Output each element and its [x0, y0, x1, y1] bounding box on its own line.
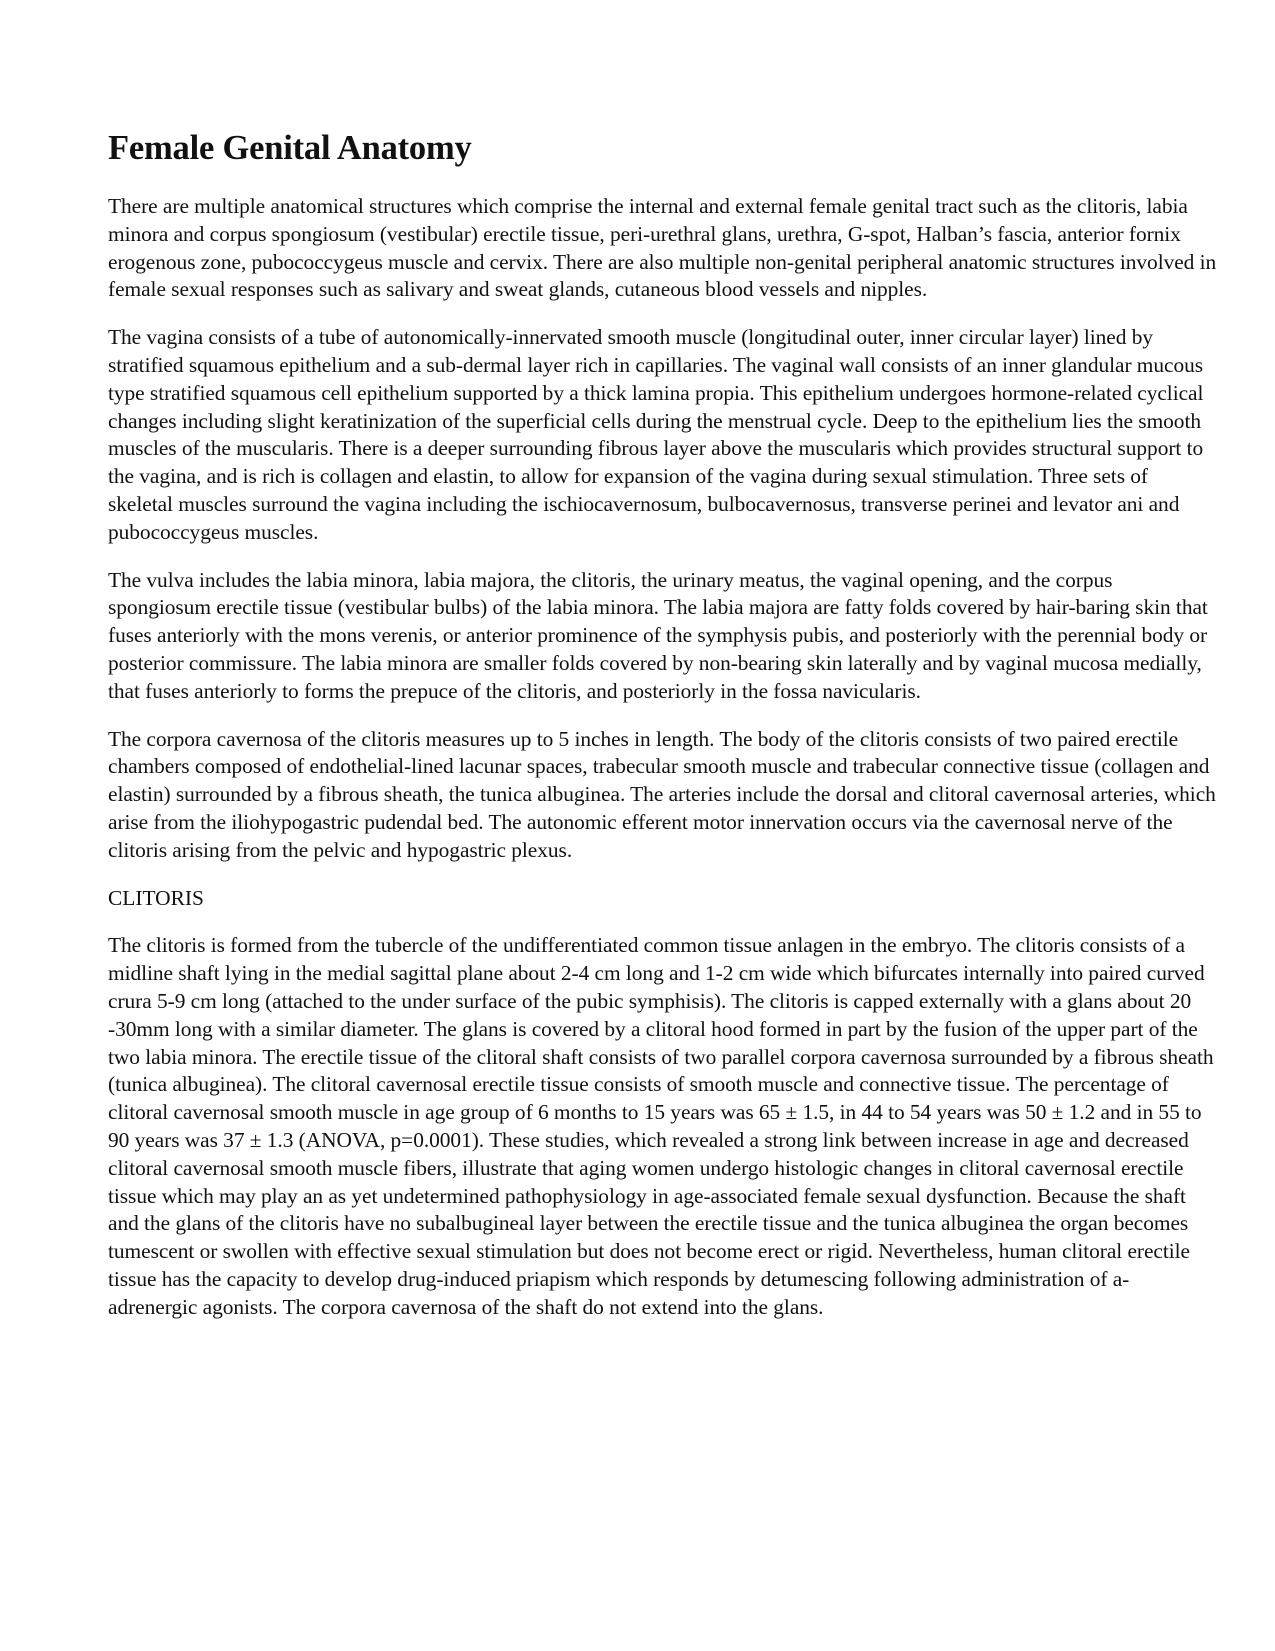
- document-title: Female Genital Anatomy: [108, 129, 472, 167]
- section-heading: CLITORIS: [108, 885, 204, 910]
- paragraph-corpora-cavernosa: The corpora cavernosa of the clitoris measures up to 5 inches in length. The body of the clitoris consists of two paired erectile chambers composed of endothelial-lined lacunar spaces, trabecular smooth muscle and trabecular connective tissue (collagen and elastin) surrounded by a fibrous sheath, the tunica albuginea. The arteries include the dorsal and clitoral cavernosal arteries, which arise from the iliohypogastric pudendal bed. The autonomic efferent motor innervation occurs via the cavernosal nerve of the clitoris arising from the pelvic and hypogastric plexus.: [108, 726, 1216, 862]
- document-page: [108, 128, 1218, 1341]
- paragraph-clitoris: The clitoris is formed from the tubercle of the undifferentiated common tissue anlagen in the embryo. The clitoris consists of a midline shaft lying in the medial sagittal plane about 2-4 cm long and 1-2 cm wide which bifurcates internally into paired curved crura 5-9 cm long (attached to the under surface of the pubic symphisis). The clitoris is capped externally with a glans about 20 -30mm long with a similar diameter. The glans is covered by a clitoral hood formed in part by the fusion of the upper part of the two labia minora. The erectile tissue of the clitoral shaft consists of two parallel corpora cavernosa surrounded by a fibrous sheath (tunica albuginea). The clitoral cavernosal erectile tissue consists of smooth muscle and connective tissue. The percentage of clitoral cavernosal smooth muscle in age group of 6 months to 15 years was 65 ± 1.5, in 44 to 54 years was 50 ± 1.2 and in 55 to 90 years was 37 ± 1.3 (ANOVA, p=0.0001). These studies, which revealed a strong link between increase in age and decreased clitoral cavernosal smooth muscle fibers, illustrate that aging women undergo histologic changes in clitoral cavernosal erectile tissue which may play an as yet undetermined pathophysiology in age-associated female sexual dysfunction. Because the shaft and the glans of the clitoris have no subalbugineal layer between the erectile tissue and the tunica albuginea the organ becomes tumescent or swollen with effective sexual stimulation but does not become erect or rigid. Nevertheless, human clitoral erectile tissue has the capacity to develop drug-induced priapism which responds by detumescing following administration of a-adrenergic agonists. The corpora cavernosa of the shaft do not extend into the glans.: [108, 933, 1214, 1319]
- paragraph-vagina: The vagina consists of a tube of autonomically-innervated smooth muscle (longitudinal outer, inner circular layer) lined by stratified squamous epithelium and a sub-dermal layer rich in capillaries. The vaginal wall consists of an inner glandular mucous type stratified squamous cell epithelium supported by a thick lamina propia. This epithelium undergoes hormone-related cyclical changes including slight keratinization of the superficial cells during the menstrual cycle. Deep to the epithelium lies the smooth muscles of the muscularis. There is a deeper surrounding fibrous layer above the muscularis which provides structural support to the vagina, and is rich is collagen and elastin, to allow for expansion of the vagina during sexual stimulation. Three sets of skeletal muscles surround the vagina including the ischiocavernosum, bulbocavernosus, transverse perinei and levator ani and pubococcygeus muscles.: [108, 325, 1204, 544]
- paragraph-overview: There are multiple anatomical structures which comprise the internal and external female genital tract such as the clitoris, labia minora and corpus spongiosum (vestibular) erectile tissue, peri-urethral glans, urethra, G-spot, Halban’s fascia, anterior fornix erogenous zone, pubococcygeus muscle and cervix. There are also multiple non-genital peripheral anatomic structures involved in female sexual responses such as salivary and sweat glands, cutaneous blood vessels and nipples.: [108, 194, 1217, 302]
- paragraph-vulva: The vulva includes the labia minora, labia majora, the clitoris, the urinary meatus, the vaginal opening, and the corpus spongiosum erectile tissue (vestibular bulbs) of the labia minora. The labia majora are fatty folds covered by hair-baring skin that fuses anteriorly with the mons verenis, or anterior prominence of the symphysis pubis, and posteriorly with the perennial body or posterior commissure. The labia minora are smaller folds covered by non-bearing skin laterally and by vaginal mucosa medially, that fuses anteriorly to forms the prepuce of the clitoris, and posteriorly in the fossa navicularis.: [108, 567, 1208, 703]
